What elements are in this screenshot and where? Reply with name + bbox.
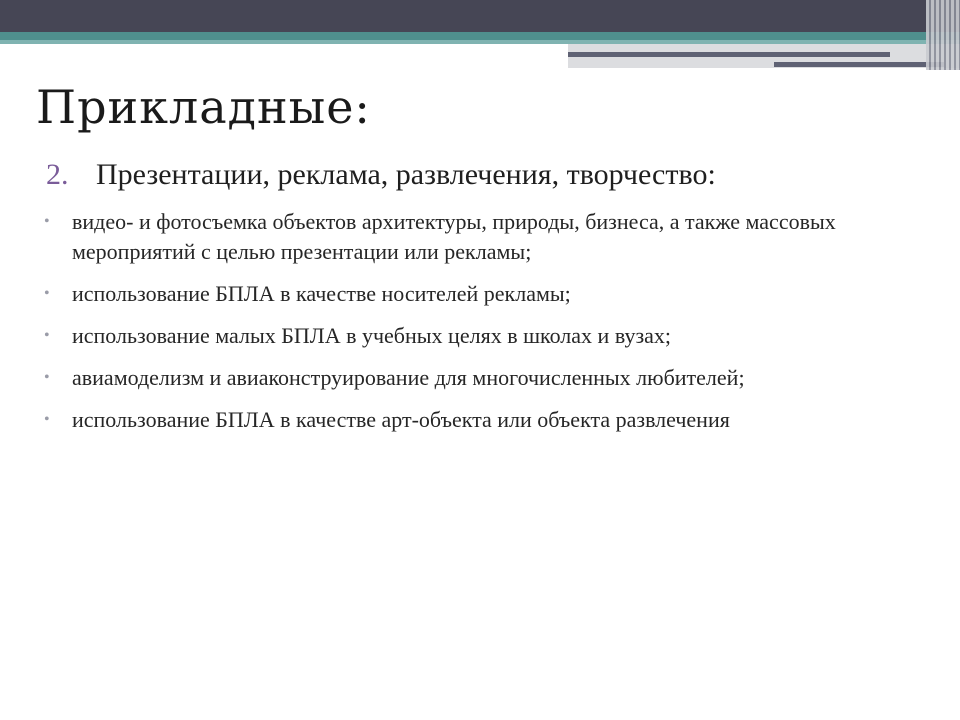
header-accent-bar-short — [774, 62, 944, 67]
section-heading — [46, 158, 926, 192]
slide-title: Прикладные: — [36, 80, 371, 134]
header-band — [0, 0, 960, 32]
list-item — [44, 279, 924, 309]
bullet-icon: • — [44, 327, 50, 344]
section-heading-text: Презентации, реклама, развлечения, творчество: — [96, 158, 716, 191]
list-item — [44, 321, 924, 351]
header-teal-band — [0, 32, 960, 40]
section-number: 2. — [46, 158, 69, 191]
bullet-list — [44, 207, 924, 447]
bullet-icon: • — [44, 411, 50, 428]
bullet-text: использование БПЛА в качестве носителей рекламы; — [72, 281, 571, 306]
list-item — [44, 363, 924, 393]
bullet-text: авиамоделизм и авиаконструирование для многочисленных любителей; — [72, 365, 745, 390]
bullet-icon: • — [44, 285, 50, 302]
header-stripes — [926, 0, 960, 70]
bullet-icon: • — [44, 369, 50, 386]
bullet-text: видео- и фотосъемка объектов архитектуры, природы, бизнеса, а также массовых мероприятий с целью презентации или рекламы; — [72, 209, 836, 264]
list-item — [44, 405, 924, 435]
bullet-text: использование малых БПЛА в учебных целях в школах и вузах; — [72, 323, 672, 348]
bullet-icon: • — [44, 213, 50, 230]
list-item — [44, 207, 924, 267]
bullet-text: использование БПЛА в качестве арт-объекта или объекта развлечения — [72, 407, 730, 432]
header-accent-bar — [568, 52, 890, 57]
